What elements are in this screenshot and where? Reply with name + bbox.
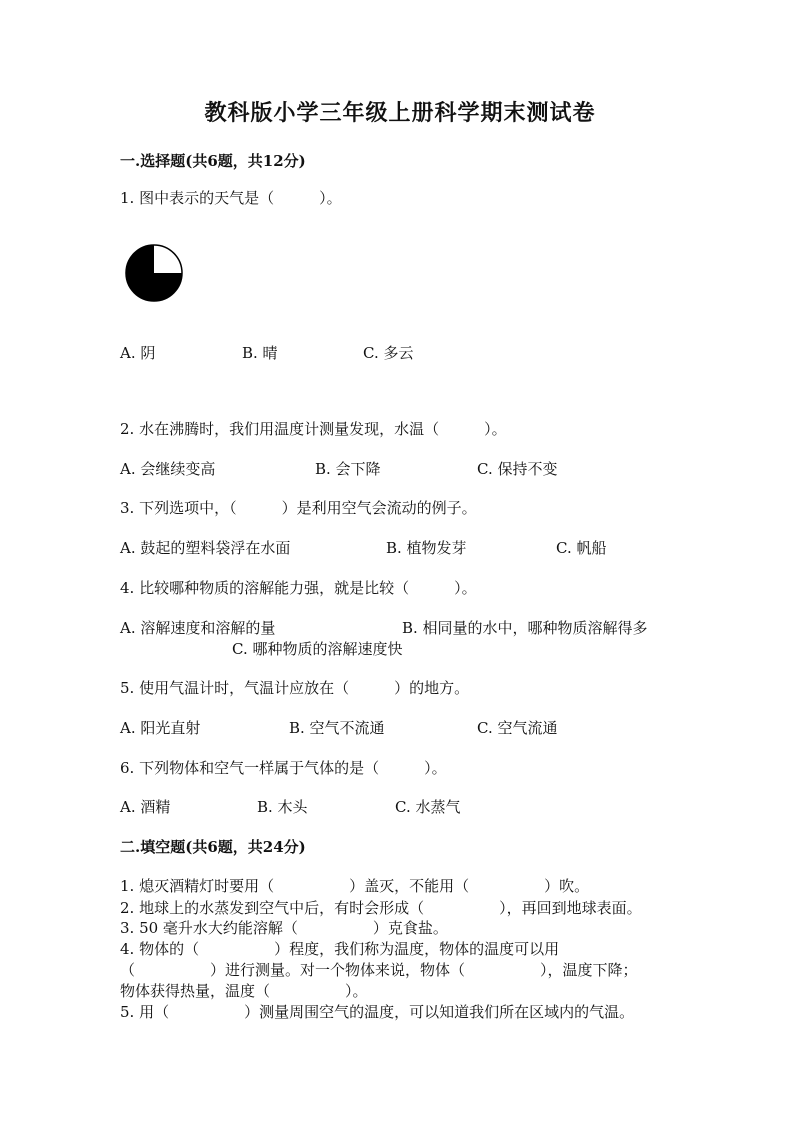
question-2-option-b[interactable]: B. 会下降 xyxy=(315,460,381,478)
question-2-stem: 2. 水在沸腾时，我们用温度计测量发现，水温（ ）。 xyxy=(120,420,507,438)
question-5-option-a[interactable]: A. 阳光直射 xyxy=(120,719,201,737)
fill-blank-line: 4. 物体的（ ）程度，我们称为温度，物体的温度可以用 xyxy=(120,940,560,958)
question-5-stem: 5. 使用气温计时，气温计应放在（ ）的地方。 xyxy=(120,679,470,697)
fill-blank-line: 1. 熄灭酒精灯时要用（ ）盖灭，不能用（ ）吹。 xyxy=(120,877,590,895)
question-2-option-c[interactable]: C. 保持不变 xyxy=(477,460,558,478)
question-5-option-b[interactable]: B. 空气不流通 xyxy=(289,719,385,737)
question-6-option-c[interactable]: C. 水蒸气 xyxy=(395,798,461,816)
question-3-stem: 3. 下列选项中，（ ）是利用空气会流动的例子。 xyxy=(120,499,477,517)
question-3-option-b[interactable]: B. 植物发芽 xyxy=(386,539,467,557)
fill-blank-line: 5. 用（ ）测量周围空气的温度，可以知道我们所在区域内的气温。 xyxy=(120,1003,635,1021)
question-6-option-a[interactable]: A. 酒精 xyxy=(120,798,171,816)
question-3-option-c[interactable]: C. 帆船 xyxy=(556,539,607,557)
section-heading-choice: 一.选择题(共6题，共12分) xyxy=(120,152,306,170)
fill-blank-line: 物体获得热量，温度（ ）。 xyxy=(120,982,368,1000)
question-6-stem: 6. 下列物体和空气一样属于气体的是（ ）。 xyxy=(120,759,447,777)
question-4-option-b[interactable]: B. 相同量的水中，哪种物质溶解得多 xyxy=(402,619,648,637)
question-5-option-c[interactable]: C. 空气流通 xyxy=(477,719,558,737)
exam-title: 教科版小学三年级上册科学期末测试卷 xyxy=(204,100,596,126)
section-heading-fill-blank: 二.填空题(共6题，共24分) xyxy=(120,838,306,856)
question-1-option-a[interactable]: A. 阴 xyxy=(120,344,156,362)
question-6-option-b[interactable]: B. 木头 xyxy=(257,798,308,816)
question-4-option-a[interactable]: A. 溶解速度和溶解的量 xyxy=(120,619,276,637)
question-2-option-a[interactable]: A. 会继续变高 xyxy=(120,460,216,478)
question-4-stem: 4. 比较哪种物质的溶解能力强，就是比较（ ）。 xyxy=(120,579,477,597)
question-3-option-a[interactable]: A. 鼓起的塑料袋浮在水面 xyxy=(120,539,291,557)
fill-blank-line: 2. 地球上的水蒸发到空气中后，有时会形成（ ），再回到地球表面。 xyxy=(120,899,642,917)
question-1-option-c[interactable]: C. 多云 xyxy=(363,344,414,362)
question-1-option-b[interactable]: B. 晴 xyxy=(242,344,278,362)
question-4-option-c[interactable]: C. 哪种物质的溶解速度快 xyxy=(232,640,403,658)
cloudy-weather-icon xyxy=(124,243,184,303)
fill-blank-line: 3. 50 毫升水大约能溶解（ ）克食盐。 xyxy=(120,919,448,937)
fill-blank-line: （ ）进行测量。对一个物体来说，物体（ ），温度下降； xyxy=(120,961,638,979)
question-1-stem: 1. 图中表示的天气是（ ）。 xyxy=(120,189,342,207)
